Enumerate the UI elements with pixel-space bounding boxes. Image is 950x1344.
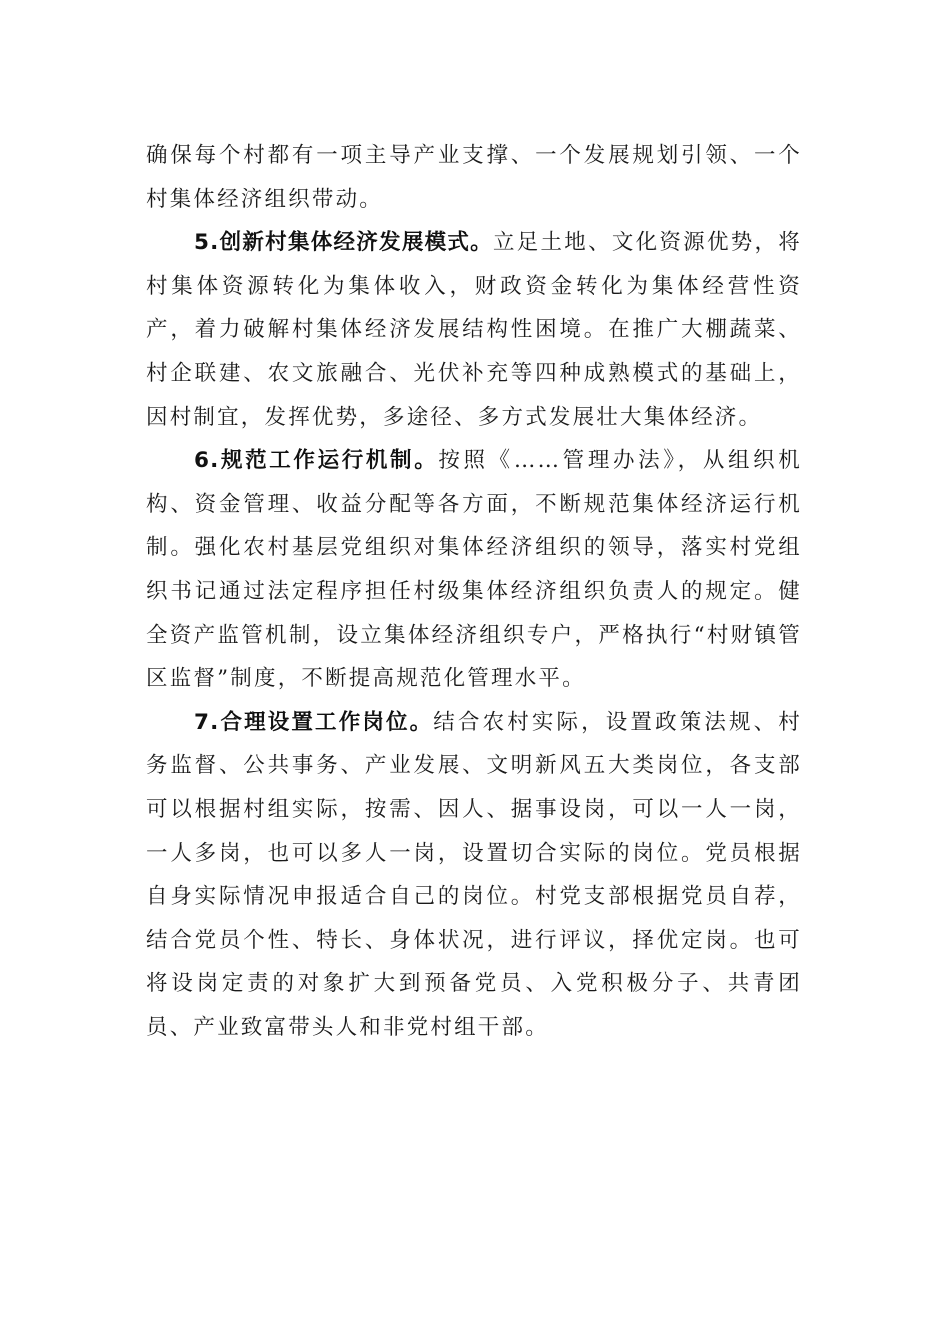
paragraph-text: 按照《……管理办法》，从组织机构、资金管理、收益分配等各方面，不断规范集体经济运行机制。强化农村基层党组织对集体经济组织的领导，落实村党组织书记通过法定程序担任村级集体经济组织负责人的规定。健全资产监管机制，设立集体经济组织专户，严格执行“村财镇管区监督”制度，不断提高规范化管理水平。 xyxy=(146,448,802,692)
paragraph-text: 确保每个村都有一项主导产业支撑、一个发展规划引领、一个村集体经济组织带动。 xyxy=(146,143,802,212)
paragraph-heading: 7.合理设置工作岗位。 xyxy=(194,709,434,735)
paragraph-text: 结合农村实际，设置政策法规、村务监督、公共事务、产业发展、文明新风五大类岗位，各支部可以根据村组实际，按需、因人、据事设岗，可以一人一岗，一人多岗，也可以多人一岗，设置切合实际的岗位。党员根据自身实际情况申报适合自己的岗位。村党支部根据党员自荐，结合党员个性、特长、身体状况，进行评议，择优定岗。也可将设岗定责的对象扩大到预备党员、入党积极分子、共青团员、产业致富带头人和非党村组干部。 xyxy=(146,709,802,1040)
paragraph-6 xyxy=(146,439,802,701)
paragraph-7 xyxy=(146,701,802,1050)
paragraph-text: 立足土地、文化资源优势，将村集体资源转化为集体收入，财政资金转化为集体经营性资产，着力破解村集体经济发展结构性困境。在推广大棚蔬菜、村企联建、农文旅融合、光伏补充等四种成熟模式的基础上，因村制宜，发挥优势，多途径、多方式发展壮大集体经济。 xyxy=(146,230,802,430)
paragraph-heading: 6.规范工作运行机制。 xyxy=(194,448,439,474)
paragraph-5 xyxy=(146,221,802,439)
paragraph-heading: 5.创新村集体经济发展模式。 xyxy=(194,230,493,256)
paragraph-continuation xyxy=(146,134,802,221)
document-body xyxy=(146,134,802,1049)
